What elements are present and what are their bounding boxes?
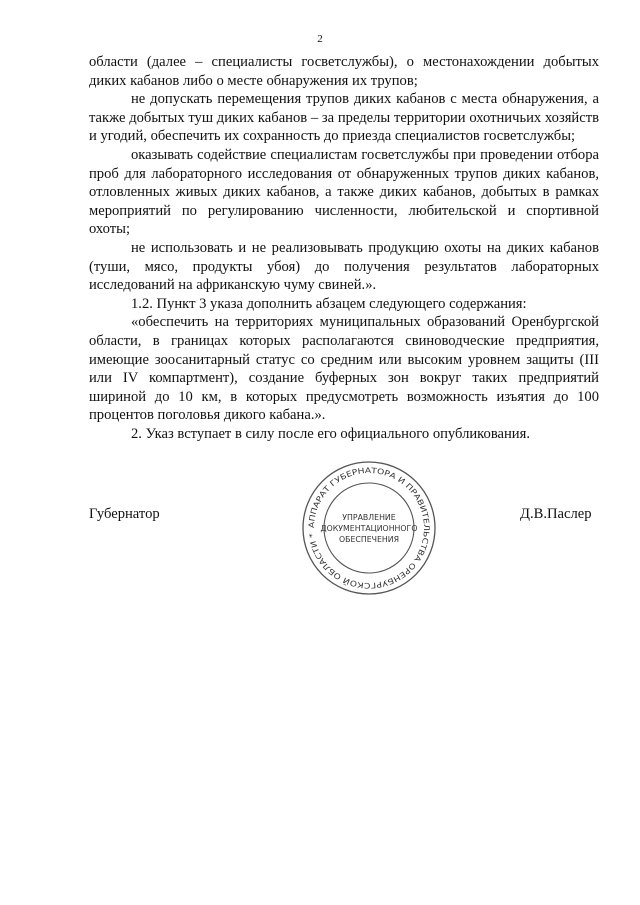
document-body [89,53,599,443]
seal-graphic [299,458,439,598]
signatory-name: Д.В.Паслер [520,506,592,522]
paragraph-4: не использовать и не реализовывать продукцию охоты на диких кабанов (туши, мясо, продукты убоя) до получения результатов лабораторных исследований на африканскую чуму свиней.». [89,239,599,294]
paragraph-3: оказывать содействие специалистам госветслужбы при проведении отбора проб для лабораторного исследования от обнаруженных трупов диких кабанов, отловленных живых диких кабанов, а также диких кабанов, добытых в рамках мероприятий по регулированию численности, любительской и спортивной охоты; [89,146,599,238]
seal-center-line-1: УПРАВЛЕНИЕ [342,513,396,522]
signatory-title: Губернатор [89,506,160,522]
paragraph-6: «обеспечить на территориях муниципальных образований Оренбургской области, в границах которых располагаются свиноводческие предприятия, имеющие зоосанитарный статус со средним или высоким уровнем защиты (III или IV компартмент), создание буферных зон вокруг таких предприятий шириной до 10 км, в которых предусмотреть возможность изъятия до 100 процентов поголовья дикого кабана.». [89,314,599,424]
paragraph-1: области (далее – специалисты госветслужбы), о местонахождении добытых диких кабанов либо о месте обнаружения их трупов; [89,54,599,89]
page-number: 2 [317,33,323,45]
seal-ring-text: АППАРАТ ГУБЕРНАТОРА И ПРАВИТЕЛЬСТВА ОРЕНБУРГСКОЙ ОБЛАСТИ * [306,465,432,591]
seal-center-line-2: ДОКУМЕНТАЦИОННОГО [320,524,418,533]
paragraph-5: 1.2. Пункт 3 указа дополнить абзацем следующего содержания: [131,295,527,312]
paragraph-2: не допускать перемещения трупов диких кабанов с места обнаружения, а также добытых туш диких кабанов – за пределы территории охотничьих хозяйств и угодий, обеспечить их сохранность до приезда специалистов госветслужбы; [89,91,599,145]
paragraph-7: 2. Указ вступает в силу после его официального опубликования. [131,425,530,442]
seal-center-line-3: ОБЕСПЕЧЕНИЯ [338,535,400,544]
official-seal-stamp [299,458,439,598]
